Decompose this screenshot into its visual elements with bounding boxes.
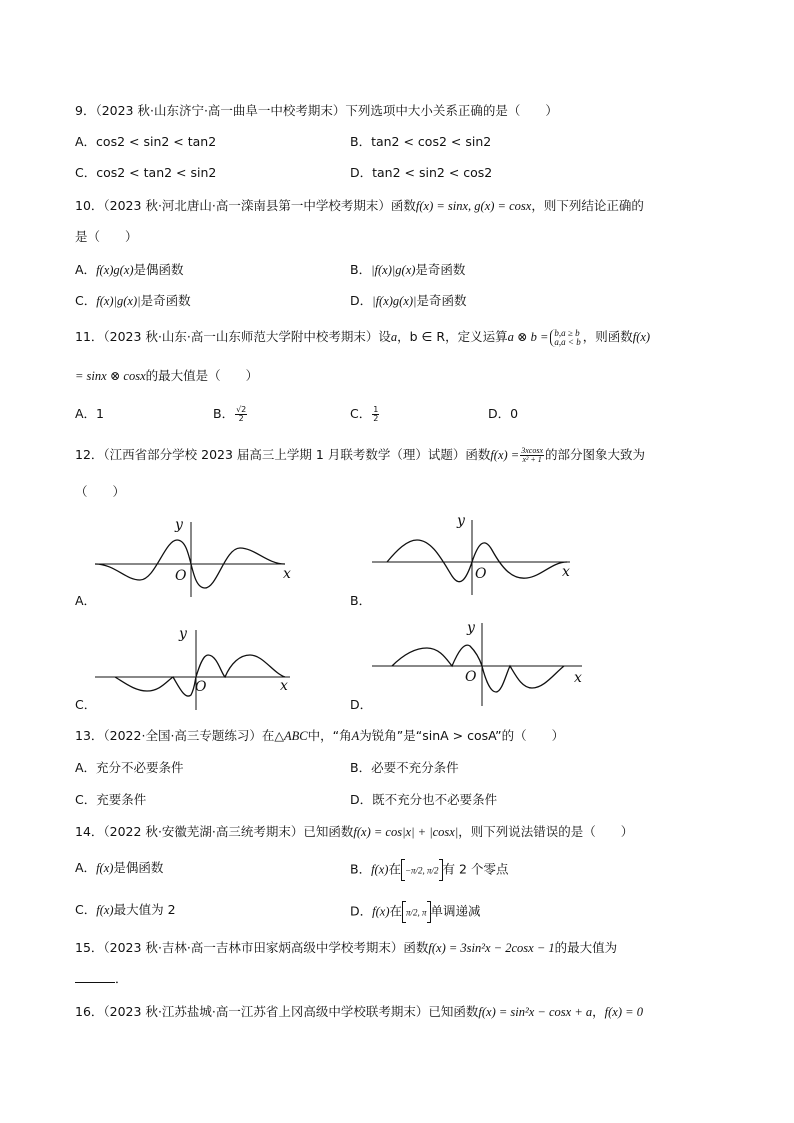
q14-option-a[interactable] [75,859,163,877]
q10-stem-line2: 是（ ） [75,229,138,244]
q10-stem-text-b: ，则下列结论正确的 [531,198,644,213]
q14-stem [75,823,633,841]
q11-b-label: B． [213,406,235,421]
q10-option-a[interactable]: A．f(x)g(x)是偶函数 [75,262,184,277]
q12-stem-line2: （ ） [75,484,126,499]
q14-stem-text-b: ，则下列说法错误的是（ ） [458,824,634,839]
q11-stem-text-b: ，b ∈ R，定义运算 [397,329,508,344]
q11-piecewise [550,329,580,347]
q12-option-a[interactable]: A． [75,593,97,608]
q11-case1: b,a ≥ b [554,327,580,338]
q11-option-b[interactable] [213,405,248,423]
q12-option-c[interactable]: C． [75,697,97,712]
q14-b-interval: −π/2, π/2 [404,865,439,876]
q12-a-axis-x: x [283,566,291,582]
q11-stem-text-c: ，则函数 [582,329,633,344]
q11-case2: a,a < b [554,336,581,347]
q12-graph-b [372,510,577,595]
q10-stem-formula: f(x) = sinx, g(x) = cosx [415,199,532,213]
q10-a-formula: f(x)g(x) [96,263,134,277]
q12-frac [520,447,544,464]
q11-stem-text-a: 11．（2023 秋·山东·高一山东师范大学附中校考期末）设 [75,329,391,344]
q13-triangle: △ABC [274,729,308,743]
q15-stem [75,939,617,957]
q11-op: a ⊗ b = [507,330,549,344]
q12-num: 3xcosx [521,446,543,455]
q12-b-axis-x: x [562,564,570,580]
q11-option-a[interactable]: A．1 [75,406,105,421]
q11-line2-text: 的最大值是（ ） [145,368,259,383]
q13-option-d[interactable]: D．既不充分也不必要条件 [350,792,498,807]
q14-stem-text-a: 14．（2022 秋·安徽芜湖·高三统考期末）已知函数 [75,824,354,839]
q15-stem-text-a: 15．（2023 秋·吉林·高一吉林市田家炳高级中学校考期末）函数 [75,940,429,955]
q15-fx: f(x) = 3sin²x − 2cosx − 1 [428,941,555,955]
q11-option-c[interactable] [350,405,380,423]
q11-var-a: a [390,330,398,344]
q12-den: x² + 1 [522,455,542,464]
q10-d-formula: |f(x)g(x)| [372,294,417,308]
q10-option-b[interactable]: B．|f(x)|g(x)是奇函数 [350,262,466,277]
q12-stem-text-b: 的部分图象大致为 [545,447,646,462]
q12-graph-a [95,512,295,597]
q12-d-origin: O [465,669,477,685]
q10-option-c[interactable]: C．f(x)|g(x)|是奇函数 [75,293,191,308]
q15-answer-line [75,970,128,988]
q14-c-fx: f(x) [96,903,114,917]
q14-option-c[interactable] [75,901,176,919]
q13-option-a[interactable]: A．充分不必要条件 [75,760,184,775]
q11-stem [75,328,650,347]
q14-d-pre: 在 [389,903,403,919]
q14-c-text: 最大值为 2 [113,902,176,917]
q13-option-b[interactable]: B．必要不充分条件 [350,760,459,775]
q14-a-fx: f(x) [96,861,114,875]
q11-c-num: 1 [373,405,379,414]
q9-option-a[interactable]: A．cos2 < sin2 < tan2 [75,134,217,149]
q13-stem-text-a: 13．（2022·全国·高三专题练习）在 [75,728,275,743]
q12-option-d[interactable]: D． [350,697,373,712]
q14-d-fx: f(x) [372,904,390,919]
q11-option-d[interactable]: D．0 [488,406,519,421]
q12-b-axis-y: y [457,513,465,529]
q14-fx: f(x) = cos|x| + |cosx| [353,825,459,839]
q12-stem [75,446,645,464]
q10-stem-text-a: 10．（2023 秋·河北唐山·高一滦南县第一中学校考期末）函数 [75,198,416,213]
q16-tail: f(x) = 0 [604,1005,643,1019]
q14-c-label: C． [75,902,97,917]
q13-stem-text-b: 中，“角 [307,728,352,743]
q14-option-b[interactable] [350,859,508,881]
q14-b-fx: f(x) [371,862,389,877]
q12-fx: f(x) = [490,448,520,462]
q10-b-formula: |f(x)|g(x) [371,263,416,277]
q12-a-axis-y: y [175,517,183,533]
q14-d-label: D． [350,903,373,919]
q10-stem [75,197,644,215]
q12-stem-text-a: 12．（江西省部分学校 2023 届高三上学期 1 月联考数学（理）试题）函数 [75,447,491,462]
q9-stem: 9．（2023 秋·山东济宁·高一曲阜一中校考期末）下列选项中大小关系正确的是（ ） [75,103,558,118]
q11-b-num: √2 [236,405,247,414]
q16-stem-text-a: 16．（2023 秋·江苏盐城·高一江苏省上冈高级中学校联考期末）已知函数 [75,1004,479,1019]
q14-b-text: 有 2 个零点 [442,861,509,877]
q15-stem-text-b: 的最大值为 [554,940,618,955]
q14-a-text: 是偶函数 [113,860,164,875]
q14-d-text: 单调递减 [430,903,481,919]
q12-c-axis-y: y [179,626,187,642]
q10-c-text: 是奇函数 [140,293,191,308]
q13-stem-text-c: 为锐角”是“sinA > cosA”的（ ） [359,728,565,743]
q11-c-frac [372,406,379,423]
q10-c-formula: f(x)|g(x)| [96,294,141,308]
q14-a-label: A． [75,860,97,875]
q10-option-d[interactable]: D．|f(x)g(x)|是奇函数 [350,293,467,308]
q11-c-den: 2 [373,414,379,423]
q9-option-b[interactable]: B．tan2 < cos2 < sin2 [350,134,492,149]
q11-b-den: 2 [238,414,244,423]
q11-fx: f(x) [632,330,651,344]
q9-option-c[interactable]: C．cos2 < tan2 < sin2 [75,165,217,180]
q14-b-pre: 在 [388,861,401,877]
q13-option-c[interactable]: C．充要条件 [75,792,147,807]
q16-fx: f(x) = sin²x − cosx + a [478,1005,593,1019]
q12-d-axis-y: y [467,620,475,636]
q14-d-interval: π/2, π [406,907,427,918]
q12-b-origin: O [475,566,487,582]
q9-option-d[interactable]: D．tan2 < sin2 < cos2 [350,165,493,180]
q16-stem-text-b: ， [592,1004,605,1019]
q16-stem [75,1003,643,1021]
q13-angle-a: A [351,729,360,743]
q15-end: ． [115,971,128,986]
q12-graph-d [372,618,587,706]
q14-option-d[interactable] [350,901,481,923]
q12-c-axis-x: x [280,678,288,694]
q11-c-label: C． [350,406,372,421]
q14-b-label: B． [350,861,372,877]
q15-answer-blank[interactable] [75,970,115,983]
q12-d-axis-x: x [574,670,582,686]
q10-b-text: 是奇函数 [415,262,466,277]
q11-b-frac [235,406,247,423]
q12-c-origin: O [195,679,207,695]
q10-d-text: 是奇函数 [416,293,467,308]
q10-a-text: 是偶函数 [133,262,184,277]
q13-stem [75,727,564,745]
q11-line2-formula: = sinx ⊗ cosx [75,369,146,383]
q12-a-origin: O [175,568,187,584]
q11-stem-line2 [75,367,258,385]
q12-option-b[interactable]: B． [350,593,372,608]
q12-graph-c [95,625,300,710]
